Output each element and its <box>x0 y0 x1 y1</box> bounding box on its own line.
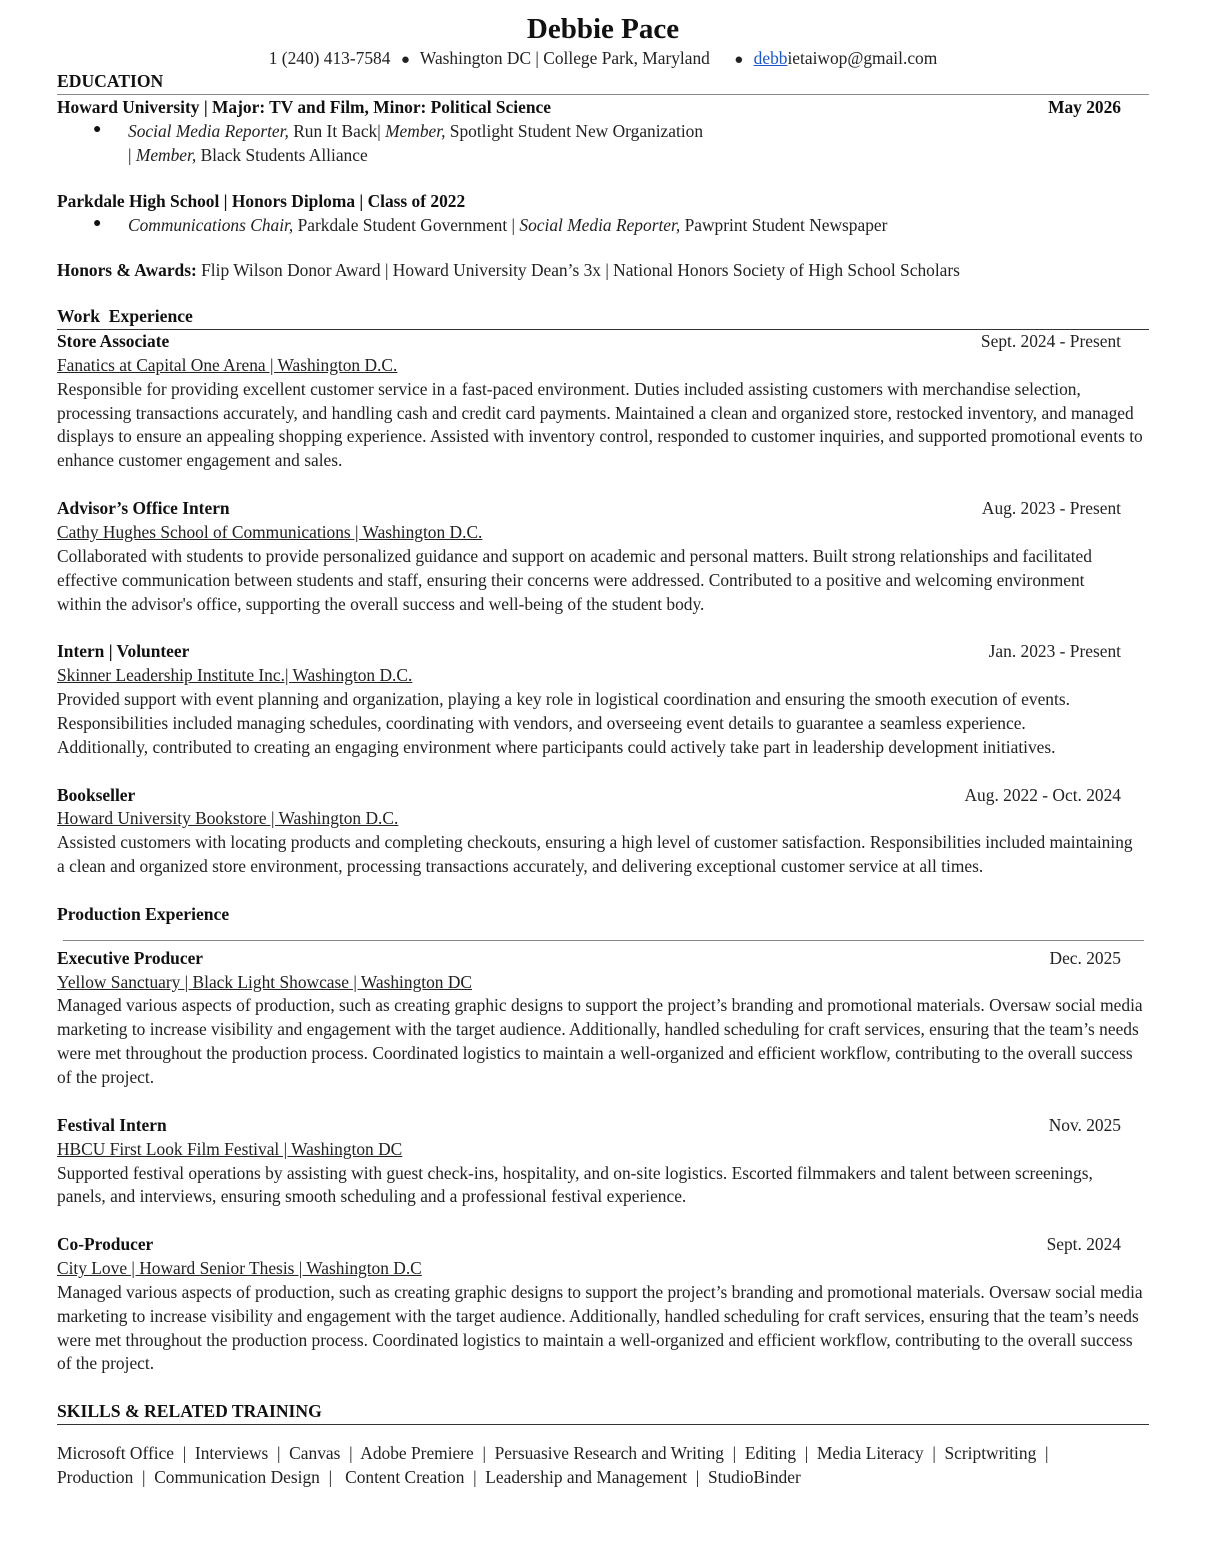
spacer <box>57 616 1149 640</box>
job-date: Sept. 2024 - Present <box>980 331 1121 352</box>
job-description: Supported festival operations by assisting with guest check-ins, hospitality, and on-site logistics. Escorted filmmakers and talent between screenings, panels, and interviews, ensuring smooth scheduling and a professional festival experience. <box>57 1162 1093 1207</box>
education-entry-parkdale <box>57 190 1149 214</box>
education-bullets <box>57 214 1149 238</box>
skills-heading: SKILLS & RELATED TRAINING <box>57 1401 322 1422</box>
bullet-dot-icon: ● <box>400 51 410 68</box>
job-org: City Love | Howard Senior Thesis | Washington D.C <box>57 1258 422 1279</box>
job-date: Aug. 2022 - Oct. 2024 <box>964 784 1121 805</box>
work-job-advisor-intern <box>57 497 1149 616</box>
work-job-bookseller <box>57 784 1149 879</box>
job-org: Fanatics at Capital One Arena | Washington D.C. <box>57 354 398 375</box>
job-description: Assisted customers with locating products and completing checkouts, ensuring a high level of customer satisfaction. Responsibilities included maintaining a clean and organized store environment, processing transactions accurately, and delivering exceptional customer service at all times. <box>57 832 1133 877</box>
job-title: Advisor’s Office Intern <box>57 498 230 519</box>
contact-line <box>57 47 1149 70</box>
education-bullets <box>57 120 1149 168</box>
role-label: Member, <box>385 120 446 141</box>
job-title: Executive Producer <box>57 947 204 968</box>
section-divider <box>57 94 1149 95</box>
list-item <box>128 214 1149 238</box>
job-description: Provided support with event planning and organization, playing a key role in logistical coordination and ensuring the smooth execution of events. Responsibilities included managing schedules, coordinating with vendors, and overseeing event details to guarantee a seamless experience. Additionally, contributed to creating an engaging environment where participants could actively take part in leadership development initiatives. <box>57 689 1070 757</box>
job-description: Managed various aspects of production, such as creating graphic designs to support the project’s branding and promotional materials. Oversaw social media marketing to increase visibility and engagement with the target audience. Additionally, handled scheduling for craft services, ensuring that the team’s needs were met throughout the production process. Coordinated logistics to maintain a well-organized and efficient workflow, contributing to the overall success of the project. <box>57 1281 1143 1374</box>
spacer <box>57 237 1149 259</box>
job-date: Dec. 2025 <box>1049 947 1121 968</box>
job-title: Intern | Volunteer <box>57 641 190 662</box>
spacer <box>57 1090 1149 1114</box>
job-org: HBCU First Look Film Festival | Washington DC <box>57 1138 403 1159</box>
phone-number: 1 (240) 413-7584 <box>268 47 391 68</box>
job-date: Sept. 2024 <box>1046 1234 1121 1255</box>
skills-line: Production | Communication Design | Content Creation | Leadership and Management | StudioBinder <box>57 1467 801 1487</box>
candidate-name: Debbie Pace <box>526 13 680 45</box>
work-job-intern-volunteer <box>57 640 1149 759</box>
list-item <box>128 120 1149 168</box>
honors-line <box>57 259 1149 283</box>
production-job-executive-producer <box>57 947 1149 1090</box>
email-link-rest[interactable]: ietaiwop@gmail.com <box>787 47 938 68</box>
role-label: Social Media Reporter, <box>128 120 289 141</box>
bullet-dot-icon: ● <box>734 51 744 68</box>
honors-text: Flip Wilson Donor Award | Howard University Dean’s 3x | National Honors Society of High School Scholars <box>196 260 960 281</box>
job-title: Co-Producer <box>57 1234 154 1255</box>
email-link[interactable] <box>754 48 938 68</box>
job-title: Bookseller <box>57 784 136 805</box>
production-job-festival-intern <box>57 1114 1149 1209</box>
role-label: Communications Chair, <box>128 214 294 235</box>
work-heading: Work Experience <box>57 306 193 327</box>
org-label: Run It Back| <box>288 120 386 141</box>
education-date: May 2026 <box>1048 97 1121 118</box>
org-label: Black Students Alliance <box>196 144 368 165</box>
job-org: Skinner Leadership Institute Inc.| Washington D.C. <box>57 665 413 686</box>
resume-page <box>57 12 1149 1490</box>
spacer <box>57 879 1149 903</box>
spacer <box>57 168 1149 190</box>
honors-label: Honors & Awards: <box>57 260 197 281</box>
org-label: Pawprint Student Newspaper <box>680 214 888 235</box>
job-description: Responsible for providing excellent customer service in a fast-paced environment. Duties included assisting customers with merchandise selection, processing transactions accurately, and handling cash and credit card payments. Maintained a clean and organized store, restocked inventory, and managed displays to ensure an appealing shopping experience. Assisted with inventory control, responded to customer inquiries, and supported promotional events to enhance customer engagement and sales. <box>57 378 1143 471</box>
role-label: Social Media Reporter, <box>519 214 681 235</box>
location: Washington DC | College Park, Maryland <box>419 47 710 68</box>
email-link-underlined[interactable]: debb <box>753 47 788 68</box>
skills-list <box>57 1442 1149 1490</box>
spacer <box>57 760 1149 784</box>
spacer <box>57 283 1149 305</box>
role-label: Member, <box>135 144 197 165</box>
skills-line: Microsoft Office | Interviews | Canvas | Adobe Premiere | Persuasive Research and Writing | Editing | Media Literacy | Scriptwriting | <box>57 1443 1049 1464</box>
production-heading: Production Experience <box>57 903 230 924</box>
spacer <box>57 473 1149 497</box>
org-label: Spotlight Student New Organization <box>445 120 704 141</box>
education-title: Howard University | Major: TV and Film, Minor: Political Science <box>57 97 551 118</box>
org-label: Parkdale Student Government | <box>293 214 520 235</box>
education-title: Parkdale High School | Honors Diploma | Class of 2022 <box>57 190 466 211</box>
section-divider <box>63 940 1144 941</box>
spacer <box>57 1376 1149 1400</box>
spacer <box>57 1209 1149 1233</box>
job-title: Festival Intern <box>57 1114 167 1135</box>
job-date: Jan. 2023 - Present <box>988 641 1121 662</box>
job-date: Nov. 2025 <box>1048 1114 1121 1135</box>
job-title: Store Associate <box>57 331 170 352</box>
job-org: Howard University Bookstore | Washington D.C. <box>57 808 399 829</box>
education-entry-howard <box>57 96 1149 120</box>
education-heading: EDUCATION <box>57 71 164 92</box>
job-org: Yellow Sanctuary | Black Light Showcase | Washington DC <box>57 971 473 992</box>
job-description: Collaborated with students to provide personalized guidance and support on academic and personal matters. Built strong relationships and facilitated effective communication between students and staff, ensuring their concerns were addressed. Contributed to a positive and welcoming environment within the advisor's office, supporting the overall success and well-being of the student body. <box>57 545 1092 614</box>
job-description: Managed various aspects of production, such as creating graphic designs to support the project’s branding and promotional materials. Oversaw social media marketing to increase visibility and engagement with the target audience. Additionally, handled scheduling for craft services, ensuring that the team’s needs were met throughout the production process. Coordinated logistics to maintain a well-organized and efficient workflow, contributing to the overall success of the project. <box>57 995 1143 1088</box>
separator: | <box>128 144 136 165</box>
job-date: Aug. 2023 - Present <box>981 498 1121 519</box>
job-org: Cathy Hughes School of Communications | Washington D.C. <box>57 521 483 542</box>
production-job-co-producer <box>57 1233 1149 1376</box>
work-job-store-associate <box>57 330 1149 473</box>
section-divider <box>57 1424 1149 1425</box>
